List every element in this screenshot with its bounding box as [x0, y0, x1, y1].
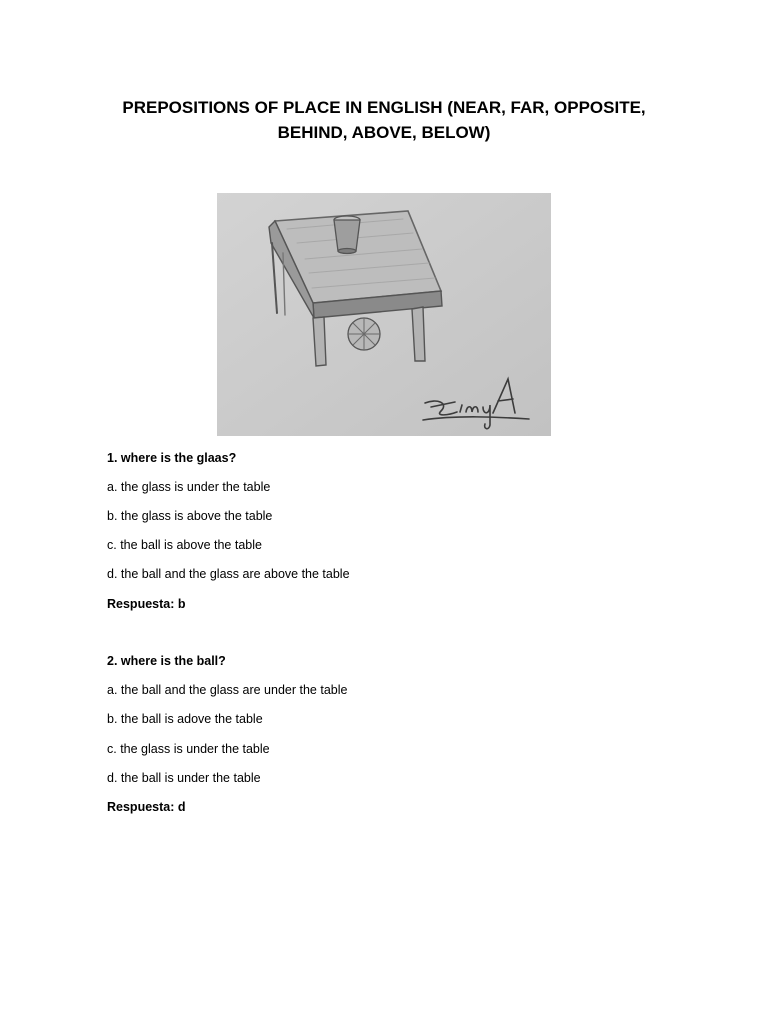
question-1: 1. where is the glaas?	[107, 451, 237, 465]
question-1-option-b: b. the glass is above the table	[107, 509, 273, 523]
question-2-option-d: d. the ball is under the table	[107, 771, 261, 785]
question-1-option-a: a. the glass is under the table	[107, 480, 271, 494]
page-title-line-2: BEHIND, ABOVE, BELOW)	[277, 123, 491, 142]
question-2-answer: Respuesta: d	[107, 800, 186, 814]
question-2: 2. where is the ball?	[107, 654, 226, 668]
question-2-option-b: b. the ball is adove the table	[107, 712, 263, 726]
ball-drawing	[348, 318, 380, 350]
page-title-line-1: PREPOSITIONS OF PLACE IN ENGLISH (NEAR, FAR, OPPOSITE,	[122, 98, 646, 117]
question-2-option-a: a. the ball and the glass are under the table	[107, 683, 348, 697]
question-1-option-c: c. the ball is above the table	[107, 538, 262, 552]
question-1-option-d: d. the ball and the glass are above the table	[107, 567, 350, 581]
question-2-option-c: c. the glass is under the table	[107, 742, 270, 756]
table-sketch-image	[217, 193, 551, 436]
glass-drawing	[334, 216, 360, 254]
question-1-answer: Respuesta: b	[107, 597, 186, 611]
